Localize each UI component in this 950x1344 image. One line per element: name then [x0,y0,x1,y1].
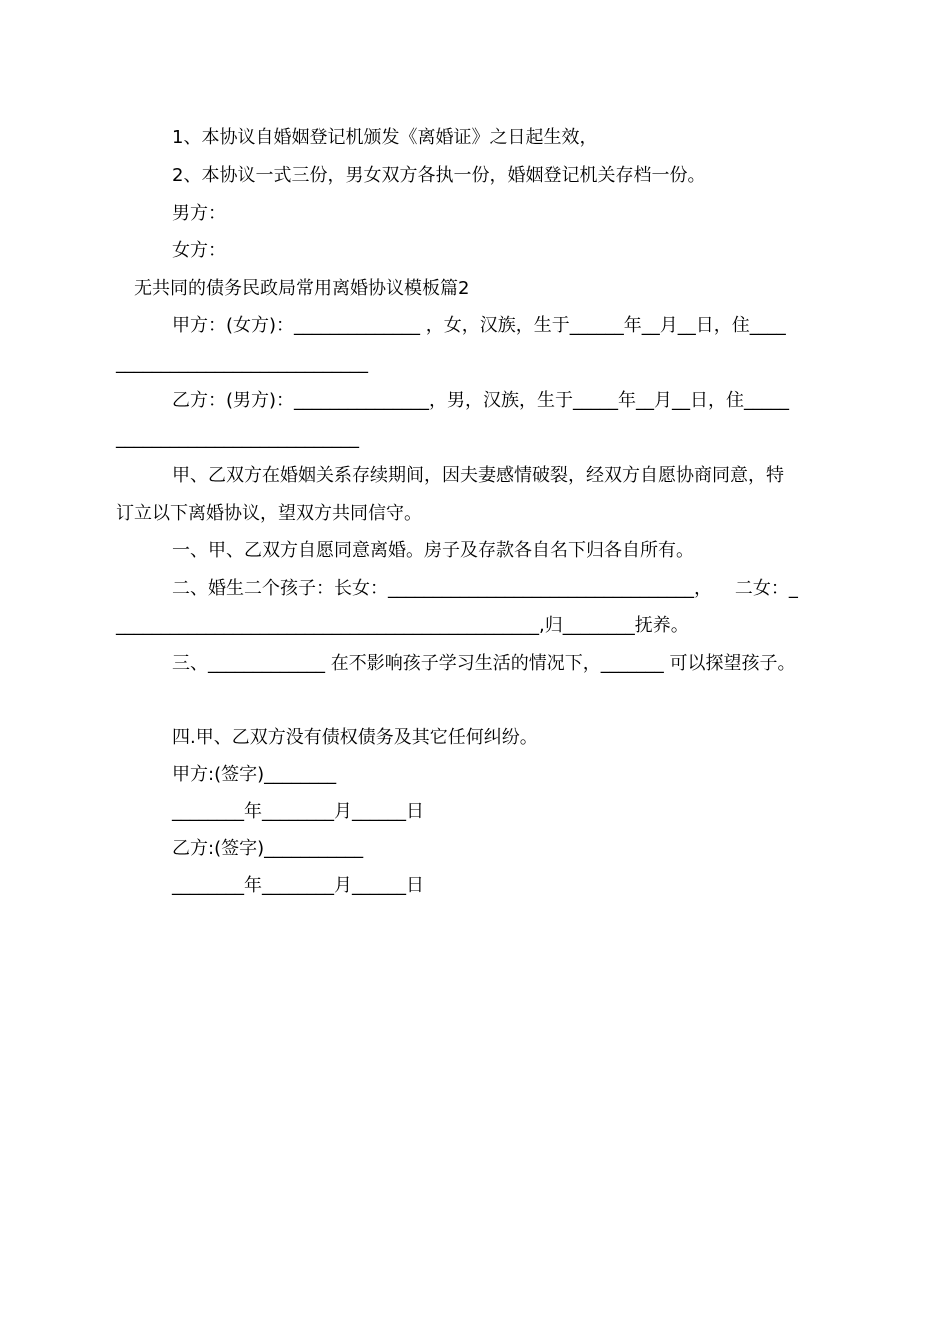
party-b-signature: 乙方:(签字)___________ [172,838,364,859]
party-b-line-2: ___________________________ [116,428,359,449]
section-heading: 无共同的债务民政局常用离婚协议模板篇2 [134,278,470,299]
party-b-line-1: 乙方：(男方)：_______________，男，汉族，生于_____年__月__日，住_____ [172,390,790,411]
intro-line-1: 甲、乙双方在婚姻关系存续期间，因夫妻感情破裂，经双方自愿协商同意，特 [172,465,784,486]
item-4: 四.甲、乙双方没有债权债务及其它任何纠纷。 [172,727,538,748]
clause-1: 1、本协议自婚姻登记机颁发《离婚证》之日起生效， [172,127,598,148]
party-a-line-1: 甲方：(女方)：______________ ，女，汉族，生于______年__月__日，住____ [172,315,786,336]
party-b-date: ________年________月______日 [172,875,424,896]
male-party-label: 男方： [172,203,226,224]
item-2-line-1: 二、婚生二个孩子：长女：__________________________________， 二女：_ [172,578,798,599]
intro-line-2: 订立以下离婚协议，望双方共同信守。 [116,503,422,524]
item-3: 三、_____________ 在不影响孩子学习生活的情况下，_______ 可以探望孩子。 [172,653,796,674]
item-1: 一、甲、乙双方自愿同意离婚。房子及存款各自名下归各自所有。 [172,540,694,561]
female-party-label: 女方： [172,240,226,261]
party-a-signature: 甲方:(签字)________ [172,764,337,785]
clause-2: 2、本协议一式三份，男女双方各执一份，婚姻登记机关存档一份。 [172,165,706,186]
party-a-line-2: ____________________________ [116,353,368,374]
party-a-date: ________年________月______日 [172,801,424,822]
item-2-line-2: _______________________________________________,归________抚养。 [116,615,689,636]
